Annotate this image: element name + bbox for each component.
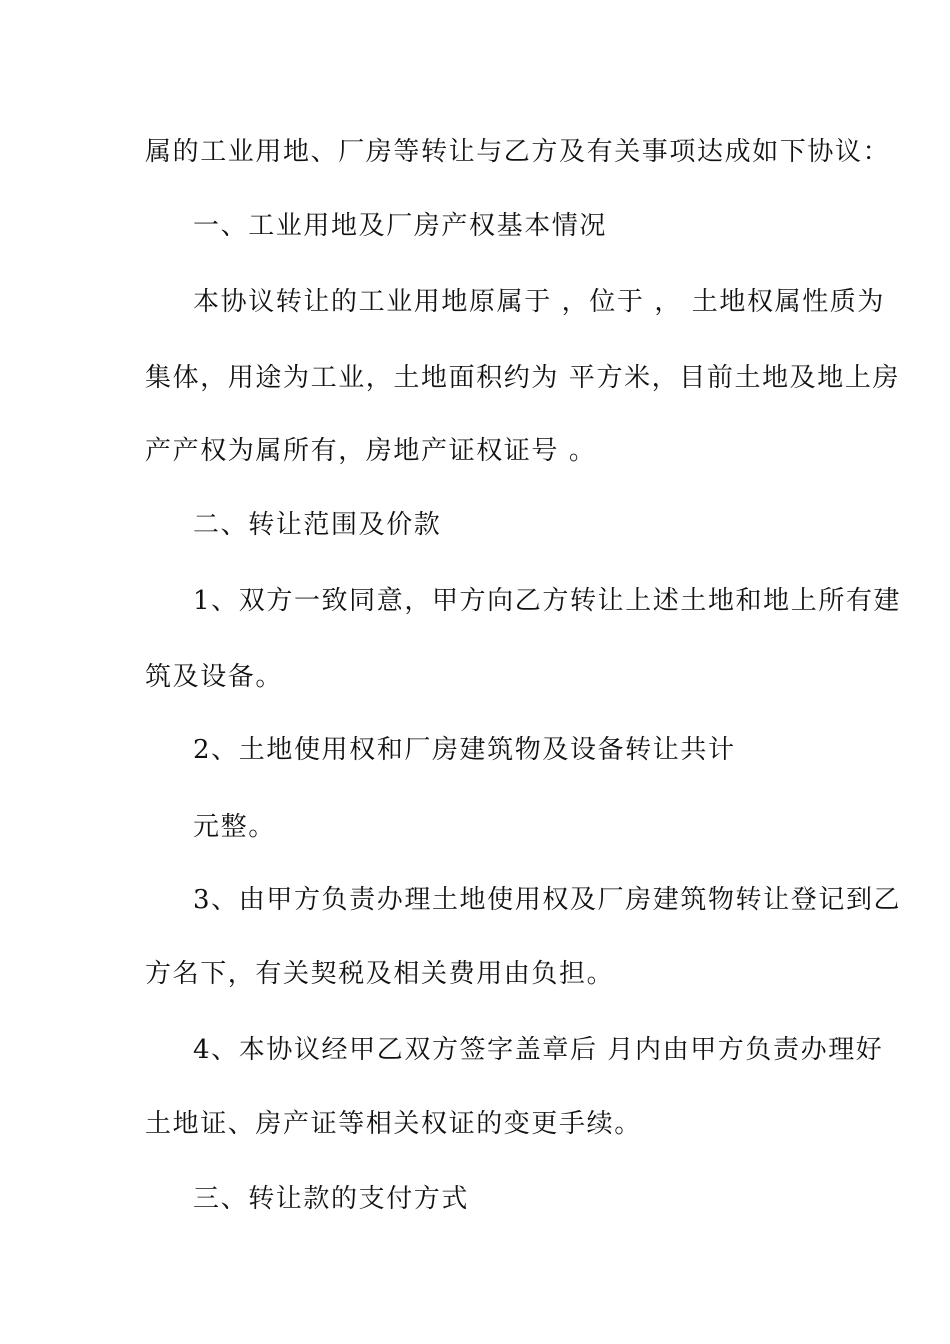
text-line: 筑及设备。 bbox=[145, 662, 284, 692]
text-line: 3、由甲方负责办理土地使用权及厂房建筑物转让登记到乙 bbox=[193, 885, 902, 915]
text-line: 元整。 bbox=[193, 812, 276, 842]
text-line: 1、双方一致同意，甲方向乙方转让上述土地和地上所有建 bbox=[193, 586, 902, 616]
text-line: 集体，用途为工业，土地面积约为 平方米，目前土地及地上房 bbox=[145, 363, 901, 393]
text-line: 2、土地使用权和厂房建筑物及设备转让共计 bbox=[193, 735, 736, 765]
text-line-intro: 属的工业用地、厂房等转让与乙方及有关事项达成如下协议： bbox=[145, 137, 891, 167]
section-heading-3: 三、转让款的支付方式 bbox=[193, 1184, 470, 1214]
text-line: 方名下，有关契税及相关费用由负担。 bbox=[145, 959, 615, 989]
section-heading-1: 一、工业用地及厂房产权基本情况 bbox=[193, 211, 608, 241]
text-line: 4、本协议经甲乙双方签字盖章后 月内由甲方负责办理好 bbox=[193, 1035, 884, 1065]
text-line: 产产权为属所有，房地产证权证号 。 bbox=[145, 436, 597, 466]
text-line: 本协议转让的工业用地原属于 ，位于 ， 土地权属性质为 bbox=[193, 287, 885, 317]
text-line: 土地证、房产证等相关权证的变更手续。 bbox=[145, 1109, 642, 1139]
section-heading-2: 二、转让范围及价款 bbox=[193, 510, 442, 540]
